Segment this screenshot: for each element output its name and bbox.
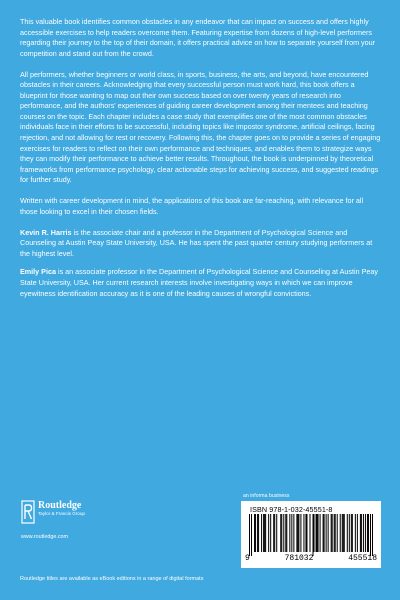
barcode-bar — [286, 514, 287, 552]
barcode-bar — [365, 514, 366, 552]
author-bio-text: is an associate professor in the Department of Psychological Science and Counseling at Austin Peay State University, USA. Her current research interests involve investigating ways in which we can improve eyewitness identification accuracy as it is one of the leading causes of wrongful convictions. — [20, 267, 378, 298]
barcode-bar — [357, 514, 358, 552]
barcode-bar — [332, 514, 333, 552]
barcode-bar — [324, 514, 325, 552]
publisher-name: Routledge — [38, 500, 82, 511]
description-paragraph-2: All performers, whether beginners or world class, in sports, business, the arts, and beyond, have encountered obstacles in their careers. Acknowledging that every successful person must work hard, this book offers a blueprint for those wanting to map out their own success based on over twenty years of research into performance, and the authors' experiences of guiding career development among their mentees and teaching courses on the topic. Each chapter includes a case study that exemplifies one of the most common obstacles individuals face in their efforts to be successful, including topics like impostor syndrome, artificial ceilings, facing rejection, and not allowing for rest or recovery. Following this, the chapter goes on to provide a series of engaging exercises for readers to reflect on their own performance and techniques, and enables them to strategize ways they can modify their performance to achieve better results. Throughout, the book is underpinned by theoretical frameworks from performance psychology, clear actionable steps for achieving success, and suggested readings for further study. — [20, 69, 381, 185]
barcode-bar — [309, 514, 310, 552]
author-bio-pica — [20, 267, 382, 299]
barcode-bar — [342, 514, 343, 552]
barcode-icon — [249, 514, 373, 556]
barcode-bar — [347, 514, 348, 552]
barcode-bar — [337, 514, 338, 552]
description-paragraph-3: Written with career development in mind, the applications of this book are far-reaching, with relevance for all those looking to excel in their chosen fields. — [20, 196, 364, 216]
author-name: Kevin R. Harris — [20, 227, 72, 237]
author-bio-text: is the associate chair and a professor in the Department of Psychological Science and Counseling at Austin Peay State University, USA. He has spent the past quarter century studying performers at the highest level. — [20, 227, 373, 258]
barcode-bar — [273, 514, 274, 552]
barcode-bar — [264, 514, 265, 552]
barcode-bar — [349, 514, 350, 552]
barcode-bar — [318, 514, 319, 552]
ebook-note: Routledge titles are available as eBook editions in a range of digital formats — [20, 576, 204, 582]
barcode-bar — [291, 514, 292, 552]
isbn-text: ISBN 978-1-032-45551-8 — [250, 505, 333, 514]
barcode-bar — [370, 514, 371, 556]
barcode-bar — [344, 514, 345, 552]
publisher-url: www.routledge.com — [21, 534, 69, 540]
barcode-bar — [361, 514, 362, 552]
barcode-bar — [306, 514, 307, 552]
barcode-bar — [368, 514, 369, 552]
barcode-panel — [241, 501, 381, 568]
author-bio-harris — [20, 228, 382, 260]
barcode-bar — [255, 514, 256, 552]
barcode-bar — [363, 514, 364, 552]
barcode-bar — [352, 514, 353, 552]
barcode-bar — [265, 514, 266, 552]
barcode-bar — [257, 514, 258, 552]
barcode-bar — [249, 514, 250, 556]
barcode-bar — [367, 514, 368, 552]
barcode-bar — [300, 514, 301, 552]
routledge-logo-icon — [21, 500, 35, 524]
barcode-bar — [340, 514, 341, 552]
barcode-bar — [343, 514, 344, 552]
barcode-bar — [293, 514, 294, 552]
barcode-bar — [303, 514, 304, 552]
barcode-bar — [317, 514, 318, 552]
barcode-bar — [268, 514, 269, 552]
barcode-bar — [263, 514, 264, 552]
barcode-digit-group: 455518 — [348, 554, 377, 563]
barcode-bar — [320, 514, 321, 552]
barcode-bar — [276, 514, 277, 552]
description-paragraph-1: This valuable book identifies common obstacles in any endeavor that can impact on success and offers highly accessible exercises to help readers overcome them. Featuring expertise from dozens of high-level performers regarding their journey to the top of their domain, it offers practical advice on how to separate yourself from your competition and stand out from the crowd. — [20, 17, 376, 58]
barcode-bar — [270, 514, 271, 552]
back-cover-text — [20, 17, 382, 307]
barcode-bar — [316, 514, 317, 552]
barcode-bar — [251, 514, 252, 556]
barcode-bar — [326, 514, 327, 552]
barcode-bar — [285, 514, 286, 552]
barcode-bar — [334, 514, 335, 552]
barcode-bar — [283, 514, 284, 552]
barcode-bar — [280, 514, 281, 552]
barcode-bar — [274, 514, 275, 552]
barcode-bar — [261, 514, 262, 552]
barcode-bar — [305, 514, 306, 552]
barcode-bar — [297, 514, 298, 552]
barcode-bar — [298, 514, 299, 552]
barcode-bar — [296, 514, 297, 552]
publisher-logo — [21, 500, 85, 524]
barcode-digit-group: 9 — [245, 554, 250, 563]
author-name: Emily Pica — [20, 267, 56, 277]
barcode-bar — [351, 514, 352, 552]
barcode-bar — [314, 514, 315, 552]
barcode-bar — [331, 514, 332, 552]
barcode-bar — [323, 514, 324, 552]
barcode-bar — [258, 514, 259, 552]
barcode-bar — [360, 514, 361, 552]
barcode-digit-group: 781032 — [284, 554, 314, 563]
barcode-bar — [335, 514, 336, 552]
barcode-bar — [372, 514, 373, 556]
publisher-group: Taylor & Francis Group — [38, 511, 85, 516]
barcode-bar — [328, 514, 329, 552]
barcode-bar — [254, 514, 255, 552]
barcode-digits — [245, 554, 377, 563]
barcode-bar — [355, 514, 356, 552]
barcode-bar — [281, 514, 282, 552]
barcode-bar — [313, 514, 314, 556]
barcode-bar — [289, 514, 290, 552]
imprint-label: an informa business — [243, 493, 290, 499]
